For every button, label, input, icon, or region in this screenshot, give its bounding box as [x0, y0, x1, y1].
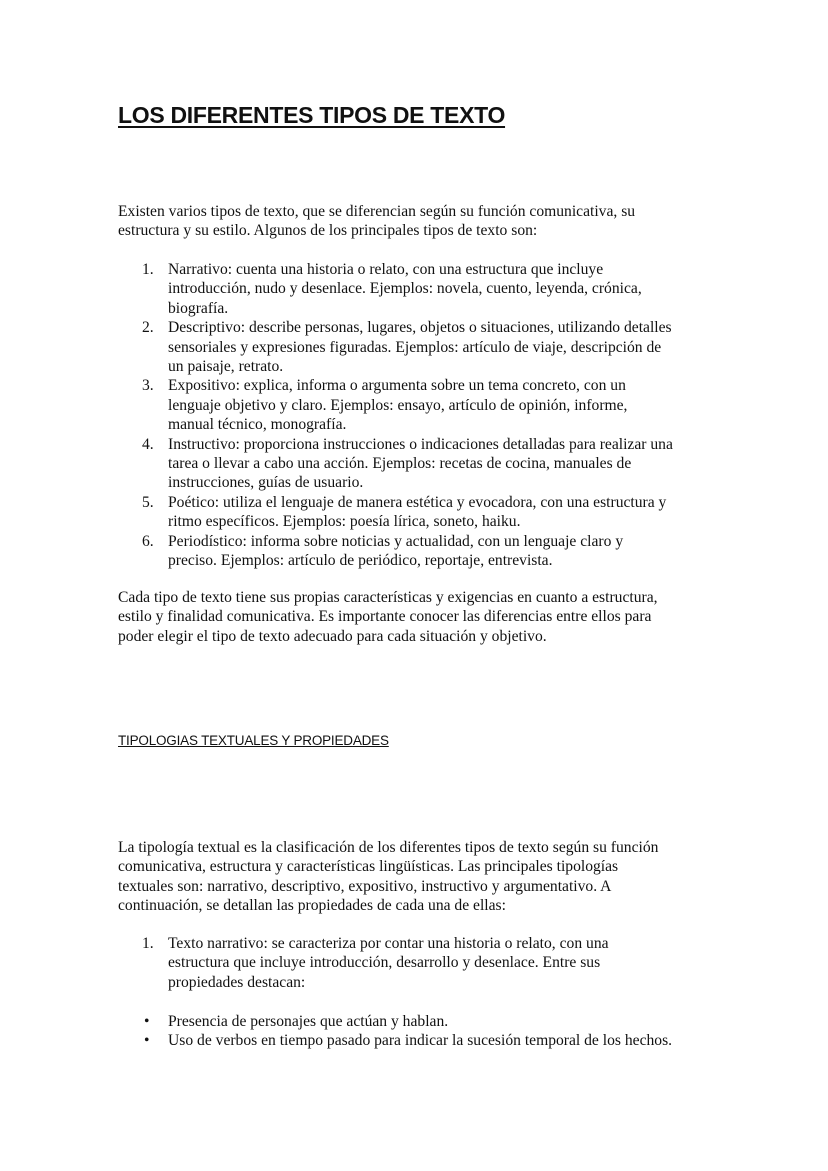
text-line: Descriptivo: describe personas, lugares, objetos o situaciones, utilizando detalles — [168, 319, 672, 337]
text-line: tarea o llevar a cabo una acción. Ejemplos: recetas de cocina, manuales de — [168, 455, 632, 473]
text-line: Instructivo: proporciona instrucciones o indicaciones detalladas para realizar una — [168, 435, 673, 453]
text-line: Periodístico: informa sobre noticias y actualidad, con un lenguaje claro y — [168, 532, 624, 550]
list-number: 4. — [142, 435, 154, 453]
text-line: estructura y su estilo. Algunos de los principales tipos de texto son: — [118, 222, 538, 240]
list-number: 6. — [142, 532, 154, 550]
text-line: preciso. Ejemplos: artículo de periódico, reportaje, entrevista. — [168, 552, 553, 570]
list-number: 5. — [142, 493, 154, 511]
text-line: Existen varios tipos de texto, que se diferencian según su función comunicativa, su — [118, 203, 636, 220]
text-line: un paisaje, retrato. — [168, 358, 284, 376]
summary-paragraph — [118, 588, 658, 646]
section-heading: TIPOLOGIAS TEXTUALES Y PROPIEDADES — [118, 733, 389, 748]
list-number: 2. — [142, 319, 154, 337]
list-item — [118, 260, 673, 318]
text-line: estilo y finalidad comunicativa. Es importante conocer las diferencias entre ellos para — [118, 608, 652, 626]
bullet-item — [118, 1012, 672, 1031]
list-number: 1. — [142, 261, 154, 278]
list-number: 3. — [142, 377, 154, 395]
typology-paragraph — [118, 838, 658, 916]
text-line: instrucciones, guías de usuario. — [168, 474, 364, 492]
list-number: 1. — [142, 935, 154, 952]
bullet-list — [118, 1012, 672, 1051]
text-line: manual técnico, monografía. — [168, 416, 347, 434]
list-item — [118, 376, 673, 434]
list-item — [118, 435, 673, 493]
text-line: textuales son: narrativo, descriptivo, expositivo, instructivo y argumentativo. A — [118, 877, 612, 895]
text-line: poder elegir el tipo de texto adecuado para cada situación y objetivo. — [118, 627, 547, 645]
text-line: Narrativo: cuenta una historia o relato, con una estructura que incluye — [168, 261, 604, 278]
bullet-icon: • — [144, 1013, 150, 1030]
text-line: Cada tipo de texto tiene sus propias características y exigencias en cuanto a estructura, — [118, 589, 658, 606]
text-line: Uso de verbos en tiempo pasado para indicar la sucesión temporal de los hechos. — [168, 1032, 673, 1050]
list-item — [118, 532, 673, 571]
text-line: propiedades destacan: — [168, 973, 306, 991]
page-title: LOS DIFERENTES TIPOS DE TEXTO — [118, 102, 506, 128]
typology-list — [118, 934, 609, 992]
text-line: continuación, se detallan las propiedades de cada una de ellas: — [118, 897, 506, 915]
text-line: sensoriales y expresiones figuradas. Ejemplos: artículo de viaje, descripción de — [168, 338, 662, 356]
text-line: estructura que incluye introducción, desarrollo y desenlace. Entre sus — [168, 954, 601, 972]
text-line: lenguaje objetivo y claro. Ejemplos: ensayo, artículo de opinión, informe, — [168, 396, 628, 414]
text-line: La tipología textual es la clasificación de los diferentes tipos de texto según su función — [118, 839, 659, 856]
text-line: Presencia de personajes que actúan y hablan. — [168, 1013, 449, 1030]
text-line: Texto narrativo: se caracteriza por contar una historia o relato, con una — [168, 935, 609, 952]
text-line: Poético: utiliza el lenguaje de manera estética y evocadora, con una estructura y — [168, 493, 667, 511]
text-line: Expositivo: explica, informa o argumenta sobre un tema concreto, con un — [168, 377, 626, 395]
text-line: biografía. — [168, 299, 229, 317]
list-item — [118, 493, 673, 532]
text-line: ritmo específicos. Ejemplos: poesía lírica, soneto, haiku. — [168, 513, 521, 531]
text-types-list — [118, 260, 673, 571]
bullet-icon: • — [144, 1032, 150, 1050]
list-item — [118, 934, 609, 992]
intro-paragraph — [118, 202, 635, 241]
text-line: introducción, nudo y desenlace. Ejemplos: novela, cuento, leyenda, crónica, — [168, 280, 642, 298]
bullet-item — [118, 1031, 672, 1050]
text-line: comunicativa, estructura y características lingüísticas. Las principales tipologías — [118, 858, 619, 876]
list-item — [118, 318, 673, 376]
